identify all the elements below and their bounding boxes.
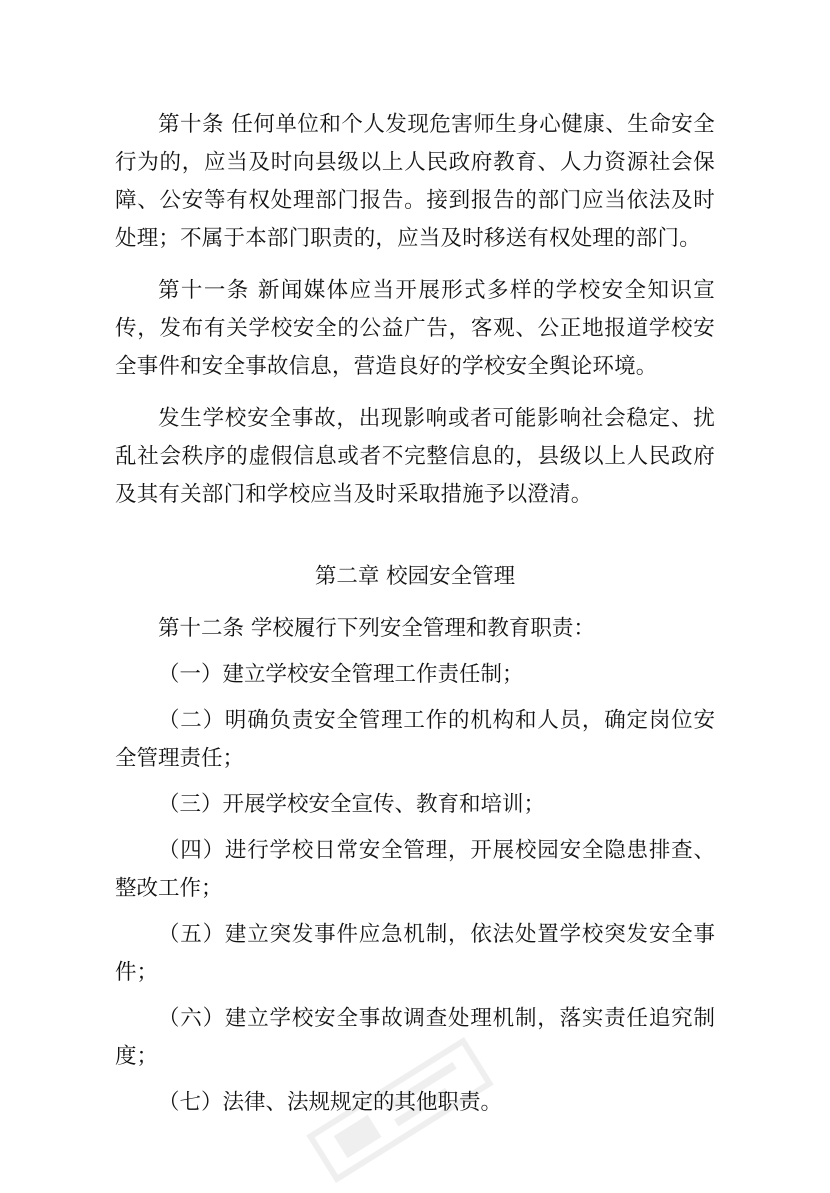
article-10: 第十条 任何单位和个人发现危害师生身心健康、生命安全行为的，应当及时向县级以上人民政府教育、人力资源社会保障、公安等有权处理部门报告。接到报告的部门应当依法及时处理；不属于本部门职责的，应当及时移送有权处理的部门。 <box>115 112 715 251</box>
list-item-7: （七）法律、法规规定的其他职责。 <box>158 1090 503 1115</box>
article-11-paragraph-2: 发生学校安全事故，出现影响或者可能影响社会稳定、扰乱社会秩序的虚假信息或者不完整信息的，县级以上人民政府及其有关部门和学校应当及时采取措施予以澄清。 <box>115 406 715 507</box>
article-12: 第十二条 学校履行下列安全管理和教育职责： <box>158 616 595 641</box>
article-11: 第十一条 新闻媒体应当开展形式多样的学校安全知识宣传，发布有关学校安全的公益广告，客观、公正地报道学校安全事件和安全事故信息，营造良好的学校安全舆论环境。 <box>115 278 715 379</box>
list-item-3: （三）开展学校安全宣传、教育和培训； <box>158 792 546 817</box>
list-item-4: （四）进行学校日常安全管理，开展校园安全隐患排查、整改工作； <box>115 838 715 901</box>
list-item-1: （一）建立学校安全管理工作责任制； <box>158 662 524 687</box>
list-item-5: （五）建立突发事件应急机制，依法处置学校突发安全事件； <box>115 922 715 985</box>
list-item-6: （六）建立学校安全事故调查处理机制，落实责任追究制度； <box>115 1006 715 1069</box>
document-body <box>115 106 715 1122</box>
list-item-2: （二）明确负责安全管理工作的机构和人员，确定岗位安全管理责任； <box>115 708 715 771</box>
chapter-title: 第二章 校园安全管理 <box>314 564 516 589</box>
